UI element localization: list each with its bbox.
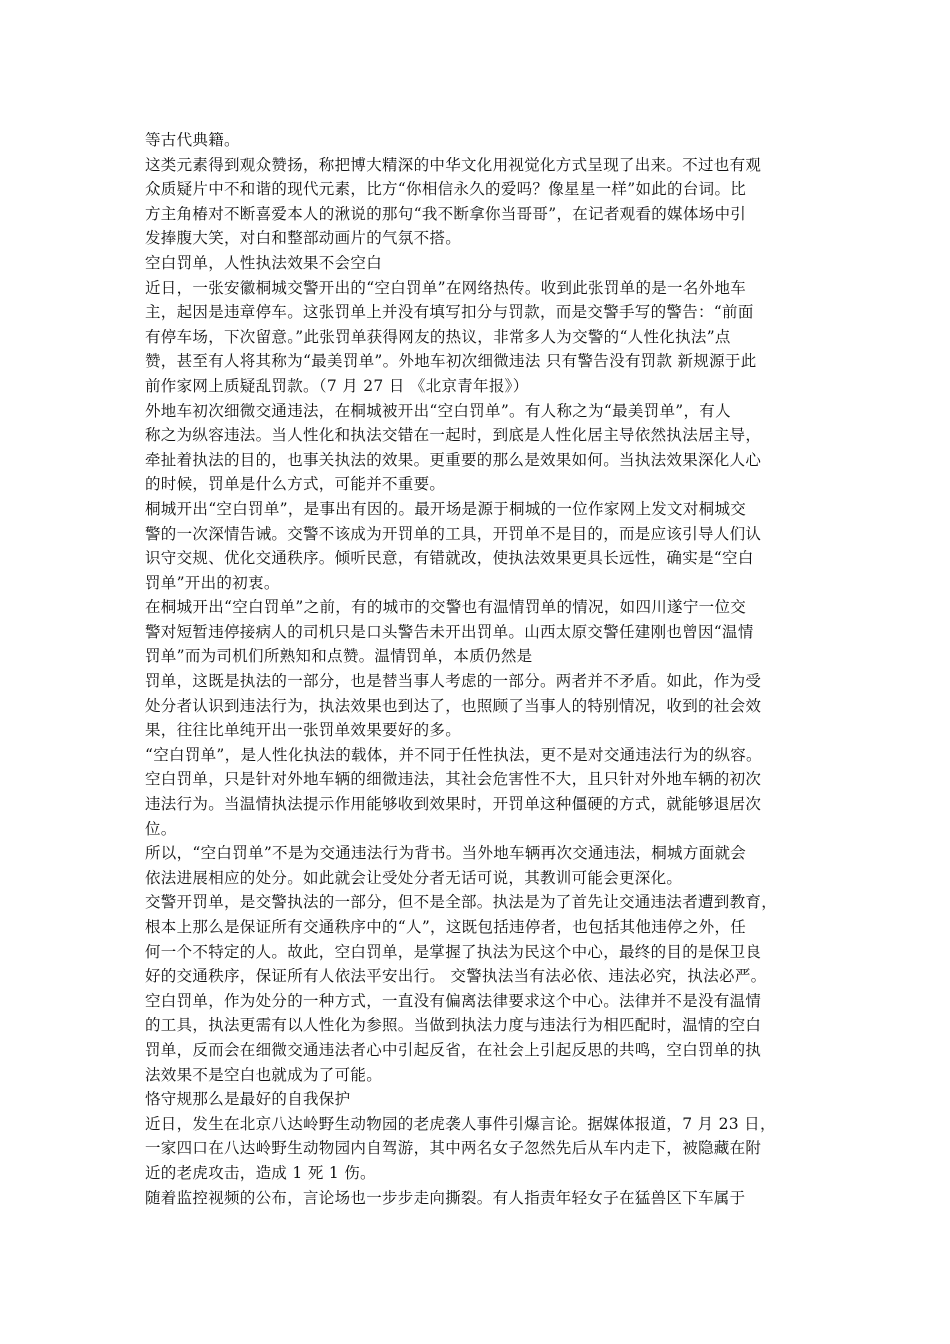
text-line: 随着监控视频的公布，言论场也一步步走向撕裂。有人指责年轻女子在猛兽区下车属于 bbox=[145, 1188, 746, 1207]
text-line: 警对短暂违停接病人的司机只是口头警告未开出罚单。山西太原交警任建刚也曾因“温情 bbox=[145, 622, 754, 641]
text-line: 所以，“空白罚单”不是为交通违法行为背书。当外地车辆再次交通违法，桐城方面就会 bbox=[145, 844, 747, 863]
text-line: 近日，发生在北京八达岭野生动物园的老虎袭人事件引爆言论。据媒体报道，7 月 23 日， bbox=[145, 1114, 776, 1133]
text-line: 好的交通秩序，保证所有人依法平安出行。 交警执法当有法必依、违法必究，执法必严。 bbox=[145, 967, 767, 986]
text-line: 恪守规那么是最好的自我保护 bbox=[145, 1090, 351, 1109]
text-line: 牵扯着执法的目的，也事关执法的效果。更重要的那么是效果如何。当执法效果深化人心 bbox=[145, 450, 762, 469]
text-line: 空白罚单，人性执法效果不会空白 bbox=[145, 253, 383, 272]
text-line: 警的一次深情告诫。交警不该成为开罚单的工具，开罚单不是目的，而是应该引导人们认 bbox=[145, 524, 762, 543]
text-line: 主，起因是违章停车。这张罚单上并没有填写扣分与罚款，而是交警手写的警告：“前面 bbox=[145, 303, 754, 322]
text-line: 发捧腹大笑，对白和整部动画片的气氛不搭。 bbox=[145, 229, 462, 248]
text-line: 在桐城开出“空白罚单”之前，有的城市的交警也有温情罚单的情况，如四川遂宁一位交 bbox=[145, 598, 747, 617]
text-line: 处分者认识到违法行为，执法效果也到达了，也照顾了当事人的特别情况，收到的社会效 bbox=[145, 696, 762, 715]
text-line: 前作家网上质疑乱罚款。（7 月 27 日 《北京青年报》） bbox=[145, 376, 529, 395]
text-line: 外地车初次细微交通违法，在桐城被开出“空白罚单”。有人称之为“最美罚单”，有人 bbox=[145, 401, 731, 420]
document-body bbox=[145, 128, 825, 1210]
text-line: 称之为纵容违法。当人性化和执法交错在一起时，到底是人性化居主导依然执法居主导， bbox=[145, 426, 762, 445]
text-line: 的时候，罚单是什么方式，可能并不重要。 bbox=[145, 475, 446, 494]
text-line: 空白罚单，只是针对外地车辆的细微违法，其社会危害性不大，且只针对外地车辆的初次 bbox=[145, 770, 762, 789]
text-line: 的工具，执法更需有以人性化为参照。当做到执法力度与违法行为相匹配时，温情的空白 bbox=[145, 1016, 762, 1035]
text-line: 识守交规、优化交通秩序。倾听民意，有错就改，使执法效果更具长远性，确实是“空白 bbox=[145, 549, 754, 568]
text-line: 交警开罚单，是交警执法的一部分，但不是全部。执法是为了首先让交通违法者遭到教育， bbox=[145, 893, 778, 912]
text-line: 根本上那么是保证所有交通秩序中的“人”，这既包括违停者，也包括其他违停之外，任 bbox=[145, 918, 747, 936]
text-line: 罚单”而为司机们所熟知和点赞。温情罚单，本质仍然是 bbox=[145, 647, 533, 666]
text-line: 赞，甚至有人将其称为“最美罚单”。外地车初次细微违法 只有警告没有罚款 新规源于此 bbox=[145, 352, 757, 371]
text-line: 空白罚单，作为处分的一种方式，一直没有偏离法律要求这个中心。法律并不是没有温情 bbox=[145, 991, 762, 1010]
text-line: 桐城开出“空白罚单”，是事出有因的。最开场是源于桐城的一位作家网上发文对桐城交 bbox=[145, 499, 747, 518]
text-line: 依法进展相应的处分。如此就会让受处分者无话可说，其教训可能会更深化。 bbox=[145, 868, 683, 887]
text-line: 一家四口在八达岭野生动物园内自驾游，其中两名女子忽然先后从车内走下，被隐藏在附 bbox=[145, 1139, 762, 1158]
text-line: 近日，一张安徽桐城交警开出的“空白罚单”在网络热传。收到此张罚单的是一名外地车 bbox=[145, 278, 747, 297]
text-line: 罚单，反而会在细微交通违法者心中引起反省，在社会上引起反思的共鸣，空白罚单的执 bbox=[145, 1040, 762, 1059]
text-line: 罚单，这既是执法的一部分，也是替当事人考虑的一部分。两者并不矛盾。如此，作为受 bbox=[145, 672, 762, 691]
text-line: “空白罚单”，是人性化执法的载体，并不同于任性执法，更不是对交通违法行为的纵容。 bbox=[145, 745, 762, 764]
text-line: 违法行为。当温情执法提示作用能够收到效果时，开罚单这种僵硬的方式，就能够退居次 bbox=[145, 795, 762, 814]
text-line: 近的老虎攻击，造成 1 死 1 伤。 bbox=[145, 1163, 376, 1182]
text-line: 罚单”开出的初衷。 bbox=[145, 573, 280, 592]
text-line: 何一个不特定的人。故此，空白罚单，是掌握了执法为民这个中心，最终的目的是保卫良 bbox=[145, 942, 762, 961]
text-line: 这类元素得到观众赞扬，称把博大精深的中华文化用视觉化方式呈现了出来。不过也有观 bbox=[145, 155, 762, 174]
text-line: 众质疑片中不和谐的现代元素，比方“你相信永久的爱吗？像星星一样”如此的台词。比 bbox=[145, 180, 747, 199]
text-line: 等古代典籍。 bbox=[145, 131, 240, 149]
text-line: 位。 bbox=[145, 819, 177, 838]
text-line: 方主角椿对不断喜爱本人的湫说的那句“我不断拿你当哥哥”，在记者观看的媒体场中引 bbox=[145, 204, 747, 223]
text-line: 果，往往比单纯开出一张罚单效果要好的多。 bbox=[145, 721, 462, 740]
text-line: 有停车场，下次留意。”此张罚单获得网友的热议，非常多人为交警的“人性化执法”点 bbox=[145, 327, 731, 346]
text-line: 法效果不是空白也就成为了可能。 bbox=[145, 1065, 383, 1084]
